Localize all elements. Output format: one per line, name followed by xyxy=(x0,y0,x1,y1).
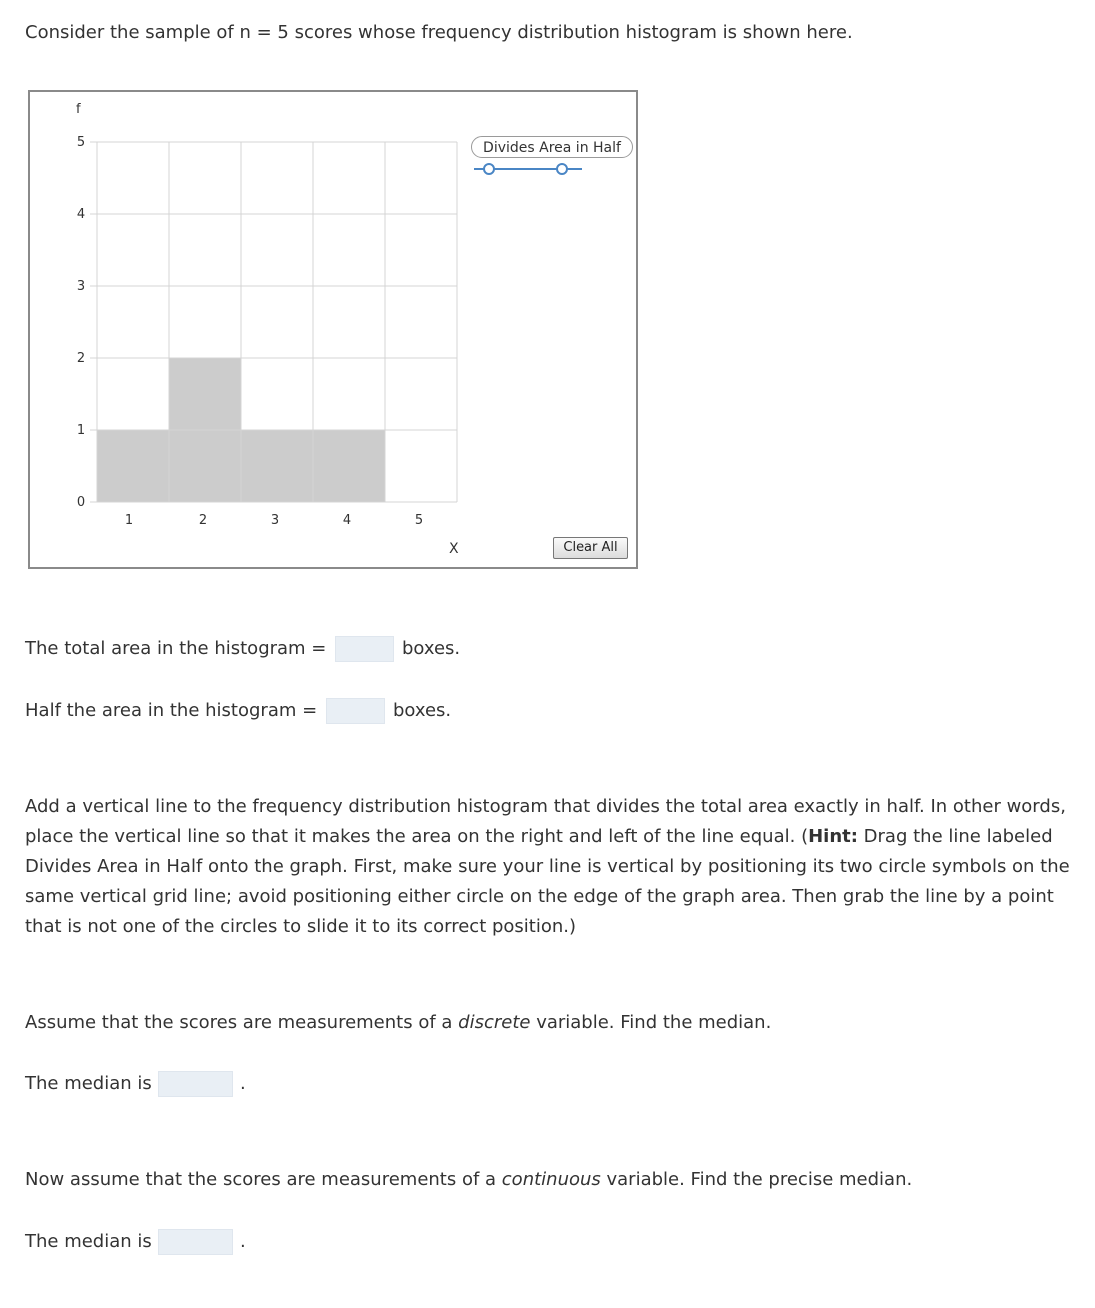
y-tick-label: 1 xyxy=(76,423,86,438)
y-tick-label: 3 xyxy=(76,279,86,294)
continuous-median-input[interactable] xyxy=(158,1229,233,1255)
half-area-suffix: boxes. xyxy=(393,700,452,721)
total-area-label: The total area in the histogram = xyxy=(25,638,327,659)
hint-label: Hint: xyxy=(808,826,858,847)
continuous-question xyxy=(25,1169,912,1190)
half-area-input[interactable] xyxy=(326,698,385,724)
divider-handle-left[interactable] xyxy=(484,164,494,174)
divider-handle-right[interactable] xyxy=(557,164,567,174)
instructions-text-2: Drag the line labeled Divides Area in Half onto the graph. First, make sure your line is vertical by positioning its two circle symbols on the same vertical grid line; avoid positioning either circle on the edge of the graph area. Then grab the line by a point that is not one of the circles to slide it to its correct position.) xyxy=(25,826,1070,937)
intro-text: Consider the sample of n = 5 scores whose frequency distribution histogram is shown here. xyxy=(25,22,853,43)
y-tick-label: 2 xyxy=(76,351,86,366)
divides-area-legend: Divides Area in Half xyxy=(471,136,633,158)
continuous-prefix: Now assume that the scores are measurements of a xyxy=(25,1169,502,1190)
x-tick-label: 1 xyxy=(124,513,134,528)
instructions-paragraph xyxy=(25,792,1085,942)
discrete-suffix: variable. Find the median. xyxy=(530,1012,772,1033)
discrete-median-input[interactable] xyxy=(158,1071,233,1097)
y-tick-label: 4 xyxy=(76,207,86,222)
discrete-question xyxy=(25,1012,771,1033)
y-tick-label: 0 xyxy=(76,495,86,510)
discrete-prefix: Assume that the scores are measurements of a xyxy=(25,1012,459,1033)
total-area-input[interactable] xyxy=(335,636,394,662)
x-tick-label: 4 xyxy=(342,513,352,528)
x-axis-label: X xyxy=(449,541,459,557)
discrete-median-label: The median is xyxy=(25,1073,152,1094)
y-tick-label: 5 xyxy=(76,135,86,150)
x-tick-label: 2 xyxy=(198,513,208,528)
divider-line-tool[interactable] xyxy=(470,160,590,180)
instructions-text-1: Add a vertical line to the frequency distribution histogram that divides the total area exactly in half. In other words, place the vertical line so that it makes the area on the right and left of the line equal. ( xyxy=(25,796,1066,847)
continuous-suffix: variable. Find the precise median. xyxy=(600,1169,913,1190)
clear-all-button[interactable]: Clear All xyxy=(553,537,628,559)
discrete-emphasis: discrete xyxy=(458,1012,531,1033)
x-tick-label: 5 xyxy=(414,513,424,528)
discrete-median-period: . xyxy=(240,1073,246,1094)
continuous-median-period: . xyxy=(240,1231,246,1252)
continuous-median-label: The median is xyxy=(25,1231,152,1252)
x-tick-label: 3 xyxy=(270,513,280,528)
y-axis-label: f xyxy=(76,102,81,117)
total-area-suffix: boxes. xyxy=(402,638,461,659)
half-area-label: Half the area in the histogram = xyxy=(25,700,318,721)
continuous-emphasis: continuous xyxy=(501,1169,601,1190)
